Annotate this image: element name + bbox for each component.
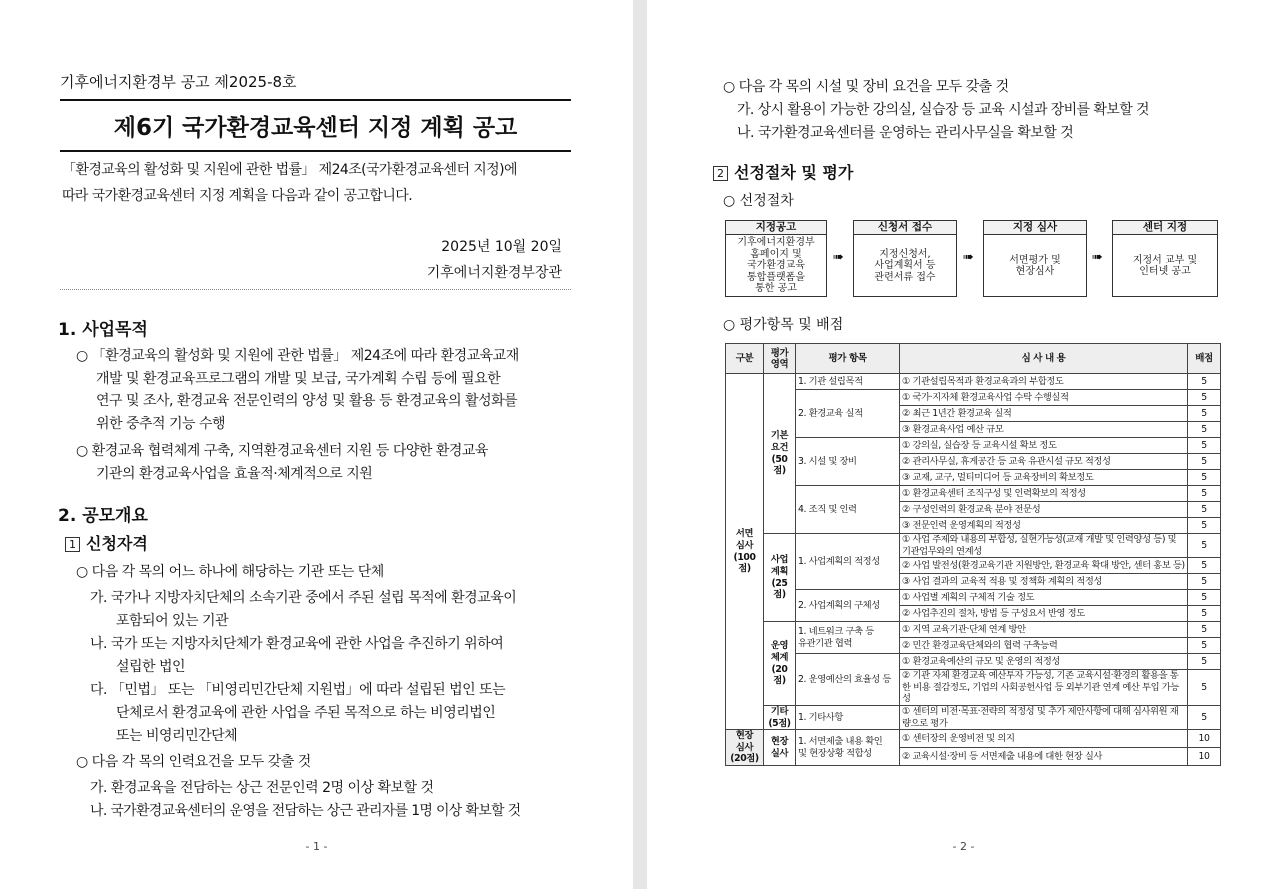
content-cell: ② 관리사무실, 휴게공간 등 교육 유관시설 규모 적정성 <box>900 454 1188 470</box>
content-cell: ① 센터의 비전·목표·전략의 적정성 및 추가 제안사항에 대해 심사위원 재량으로 평가 <box>900 705 1188 729</box>
column-header: 평가 영역 <box>764 344 796 374</box>
item-cell: 4. 조직 및 인력 <box>796 486 900 534</box>
score-cell: 10 <box>1188 748 1221 766</box>
item-cell: 1. 기관 설립목적 <box>796 374 900 390</box>
content-cell: ② 기관 자체 환경교육 예산투자 가능성, 기존 교육시설·환경의 활용을 통한 비용 절감정도, 기업의 사회공헌사업 등 외부기관 연계 예산 투입 가능성 <box>900 670 1188 706</box>
column-header: 심 사 내 용 <box>900 344 1188 374</box>
item-text: 다. 「민법」 또는 「비영리민간단체 지원법」에 따라 설립된 법인 또는 <box>90 682 506 698</box>
score-cell: 5 <box>1188 534 1221 558</box>
score-cell: 5 <box>1188 390 1221 406</box>
bullet-text: 위한 중추적 기능 수행 <box>96 416 226 432</box>
score-cell: 5 <box>1188 670 1221 706</box>
score-cell: 5 <box>1188 574 1221 590</box>
item-text: 나. 국가 또는 지방자치단체가 환경교육에 관한 사업을 추진하기 위하여 <box>90 636 504 652</box>
arrow-right-icon: ➠ <box>963 250 974 265</box>
bullet-text: 연구 및 조사, 환경교육 전문인력의 양성 및 활용 등 환경교육의 활성화를 <box>96 393 518 409</box>
content-cell: ① 지역 교육기관·단체 연계 방안 <box>900 622 1188 638</box>
intro-line: 「환경교육의 활성화 및 지원에 관한 법률」 제24조(국가환경교육센터 지정)에 <box>62 162 517 178</box>
flow-step-body: 서면평가 및 현장심사 <box>1009 254 1061 277</box>
column-header: 구분 <box>726 344 764 374</box>
flow-step-body: 기후에너지환경부 홈페이지 및 국가환경교육 통합플랫폼을 통한 공고 <box>737 237 815 295</box>
content-cell: ③ 전문인력 운영계획의 적정성 <box>900 518 1188 534</box>
box-number: 2 <box>713 166 728 181</box>
arrow-right-icon: ➠ <box>1092 250 1103 265</box>
content-cell: ① 기관설립목적과 환경교육과의 부합정도 <box>900 374 1188 390</box>
item-text: 가. 상시 활용이 가능한 강의실, 실습장 등 교육 시설과 장비를 확보할 것 <box>737 102 1149 118</box>
bullet-text: 기관의 환경교육사업을 효율적·체계적으로 지원 <box>96 466 373 482</box>
table-row <box>726 374 1221 390</box>
score-cell: 5 <box>1188 705 1221 729</box>
score-cell: 5 <box>1188 558 1221 574</box>
item-cell: 1. 서면제출 내용 확인 및 현장상황 적합성 <box>796 730 900 766</box>
score-cell: 5 <box>1188 590 1221 606</box>
flow-step-announcement <box>725 220 827 297</box>
evaluation-table <box>725 343 1221 766</box>
item-cell: 1. 기타사항 <box>796 705 900 729</box>
bullet-text: ○ 환경교육 협력체계 구축, 지역환경교육센터 지원 등 다양한 환경교육 <box>76 443 488 459</box>
area-cell: 사업 계획 (25점) <box>764 534 796 622</box>
item-text: 포함되어 있는 기관 <box>116 613 229 629</box>
bullet-text: ○ 선정절차 <box>723 193 794 209</box>
score-cell: 5 <box>1188 622 1221 638</box>
content-cell: ① 사업별 계획의 구체적 기술 정도 <box>900 590 1188 606</box>
score-cell: 5 <box>1188 606 1221 622</box>
document-page-2 <box>647 0 1280 889</box>
content-cell: ② 교육시설·장비 등 서면제출 내용에 대한 현장 실사 <box>900 748 1188 766</box>
area-cell: 운영 체계 (20점) <box>764 622 796 706</box>
bullet-text: ○ 평가항목 및 배점 <box>723 317 844 333</box>
subsection-heading: 1 신청자격 <box>65 531 148 554</box>
item-text: 가. 국가나 지방자치단체의 소속기관 중에서 주된 설립 목적에 환경교육이 <box>90 590 517 606</box>
document-page-1 <box>0 0 633 889</box>
score-cell: 10 <box>1188 730 1221 748</box>
division-cell: 현장 심사 (20점) <box>726 730 764 766</box>
section-heading: 2. 공모개요 <box>58 506 148 526</box>
bullet-text: 개발 및 환경교육프로그램의 개발 및 보급, 국가계획 수립 등에 필요한 <box>96 371 501 387</box>
content-cell: ③ 사업 결과의 교육적 적용 및 정책화 계획의 적정성 <box>900 574 1188 590</box>
content-cell: ② 최근 1년간 환경교육 실적 <box>900 406 1188 422</box>
page-number: - 2 - <box>952 840 975 853</box>
content-cell: ① 환경교육센터 조직구성 및 인력확보의 적정성 <box>900 486 1188 502</box>
flow-step-title: 신청서 접수 <box>854 221 956 235</box>
score-cell: 5 <box>1188 454 1221 470</box>
flow-step-title: 센터 지정 <box>1113 221 1217 235</box>
bullet-text: ○ 다음 각 목의 어느 하나에 해당하는 기관 또는 단체 <box>76 564 384 580</box>
area-cell: 기타 (5점) <box>764 705 796 729</box>
table-row <box>726 590 1221 606</box>
flow-step-title: 지정공고 <box>726 221 826 235</box>
table-row <box>726 654 1221 670</box>
item-cell: 1. 사업계획의 적정성 <box>796 534 900 590</box>
table-header-row <box>726 344 1221 374</box>
item-text: 단체로서 환경교육에 관한 사업을 주된 목적으로 하는 비영리법인 <box>116 705 496 721</box>
flow-step-title: 지정 심사 <box>984 221 1086 235</box>
item-text: 나. 국가환경교육센터를 운영하는 관리사무실을 확보할 것 <box>737 125 1074 141</box>
content-cell: ① 센터장의 운영비전 및 의지 <box>900 730 1188 748</box>
title-rule-bottom <box>60 150 571 152</box>
table-row <box>726 534 1221 558</box>
area-cell: 현장 실사 <box>764 730 796 766</box>
score-cell: 5 <box>1188 502 1221 518</box>
item-cell: 3. 시설 및 장비 <box>796 438 900 486</box>
score-cell: 5 <box>1188 638 1221 654</box>
content-cell: ③ 교재, 교구, 멀티미디어 등 교육장비의 확보정도 <box>900 470 1188 486</box>
column-header: 평가 항목 <box>796 344 900 374</box>
content-cell: ② 사업 발전성(환경교육기관 지원방안, 환경교육 확대 방안, 센터 홍보 등) <box>900 558 1188 574</box>
notice-number: 기후에너지환경부 공고 제2025-8호 <box>60 73 297 91</box>
area-cell: 기본 요건 (50점) <box>764 374 796 534</box>
section-heading: 1. 사업목적 <box>58 320 148 340</box>
table-row <box>726 705 1221 729</box>
flow-step-body: 지정서 교부 및 인터넷 공고 <box>1132 254 1198 277</box>
flow-step-application <box>853 220 957 297</box>
subsection-heading: 2 선정절차 및 평가 <box>713 160 853 183</box>
bullet-text: ○ 다음 각 목의 인력요건을 모두 갖출 것 <box>76 754 311 770</box>
flow-step-review <box>983 220 1087 297</box>
notice-issuer: 기후에너지환경부장관 <box>426 265 562 281</box>
content-cell: ② 사업추진의 절차, 방법 등 구성요서 반영 정도 <box>900 606 1188 622</box>
item-text: 나. 국가환경교육센터의 운영을 전담하는 상근 관리자를 1명 이상 확보할 것 <box>90 803 521 819</box>
score-cell: 5 <box>1188 654 1221 670</box>
bullet-text: ○ 다음 각 목의 시설 및 장비 요건을 모두 갖출 것 <box>723 79 1009 95</box>
score-cell: 5 <box>1188 406 1221 422</box>
table-row <box>726 622 1221 638</box>
intro-line: 따라 국가환경교육센터 지정 계획을 다음과 같이 공고합니다. <box>62 188 413 204</box>
item-text: 가. 환경교육을 전담하는 상근 전문인력 2명 이상 확보할 것 <box>90 780 434 796</box>
item-text: 설립한 법인 <box>116 659 186 675</box>
item-cell: 1. 네트워크 구축 등 유관기관 협력 <box>796 622 900 654</box>
item-text: 또는 비영리민간단체 <box>116 728 238 744</box>
score-cell: 5 <box>1188 422 1221 438</box>
dotted-divider <box>60 289 571 290</box>
content-cell: ① 국가·지자체 환경교육사업 수탁 수행실적 <box>900 390 1188 406</box>
score-cell: 5 <box>1188 438 1221 454</box>
content-cell: ② 민간 환경교육단체와의 협력 구축능력 <box>900 638 1188 654</box>
table-row <box>726 730 1221 748</box>
division-cell: 서면 심사 (100점) <box>726 374 764 730</box>
content-cell: ② 구성인력의 환경교육 분야 전문성 <box>900 502 1188 518</box>
content-cell: ① 강의실, 실습장 등 교육시설 확보 정도 <box>900 438 1188 454</box>
content-cell: ③ 환경교육사업 예산 규모 <box>900 422 1188 438</box>
bullet-text: ○ 「환경교육의 활성화 및 지원에 관한 법률」 제24조에 따라 환경교육교재 <box>76 348 519 364</box>
content-cell: ① 환경교육예산의 규모 및 운영의 적정성 <box>900 654 1188 670</box>
table-row <box>726 390 1221 406</box>
score-cell: 5 <box>1188 374 1221 390</box>
title-rule-top <box>60 99 571 101</box>
score-cell: 5 <box>1188 470 1221 486</box>
table-row <box>726 438 1221 454</box>
column-header: 배점 <box>1188 344 1221 374</box>
flow-step-designation <box>1112 220 1218 297</box>
item-cell: 2. 운영예산의 효율성 등 <box>796 654 900 706</box>
content-cell: ① 사업 주제와 내용의 부합성, 실현가능성(교재 개발 및 인력양성 등) 및 기관업무와의 연계성 <box>900 534 1188 558</box>
notice-date: 2025년 10월 20일 <box>441 239 562 255</box>
item-cell: 2. 사업계획의 구체성 <box>796 590 900 622</box>
item-cell: 2. 환경교육 실적 <box>796 390 900 438</box>
score-cell: 5 <box>1188 518 1221 534</box>
flow-step-body: 지정신청서, 사업계획서 등 관련서류 접수 <box>874 248 936 283</box>
page-title: 제6기 국가환경교육센터 지정 계획 공고 <box>113 115 518 141</box>
page-number: - 1 - <box>305 840 328 853</box>
arrow-right-icon: ➠ <box>833 250 844 265</box>
box-number: 1 <box>65 537 80 552</box>
score-cell: 5 <box>1188 486 1221 502</box>
table-row <box>726 486 1221 502</box>
